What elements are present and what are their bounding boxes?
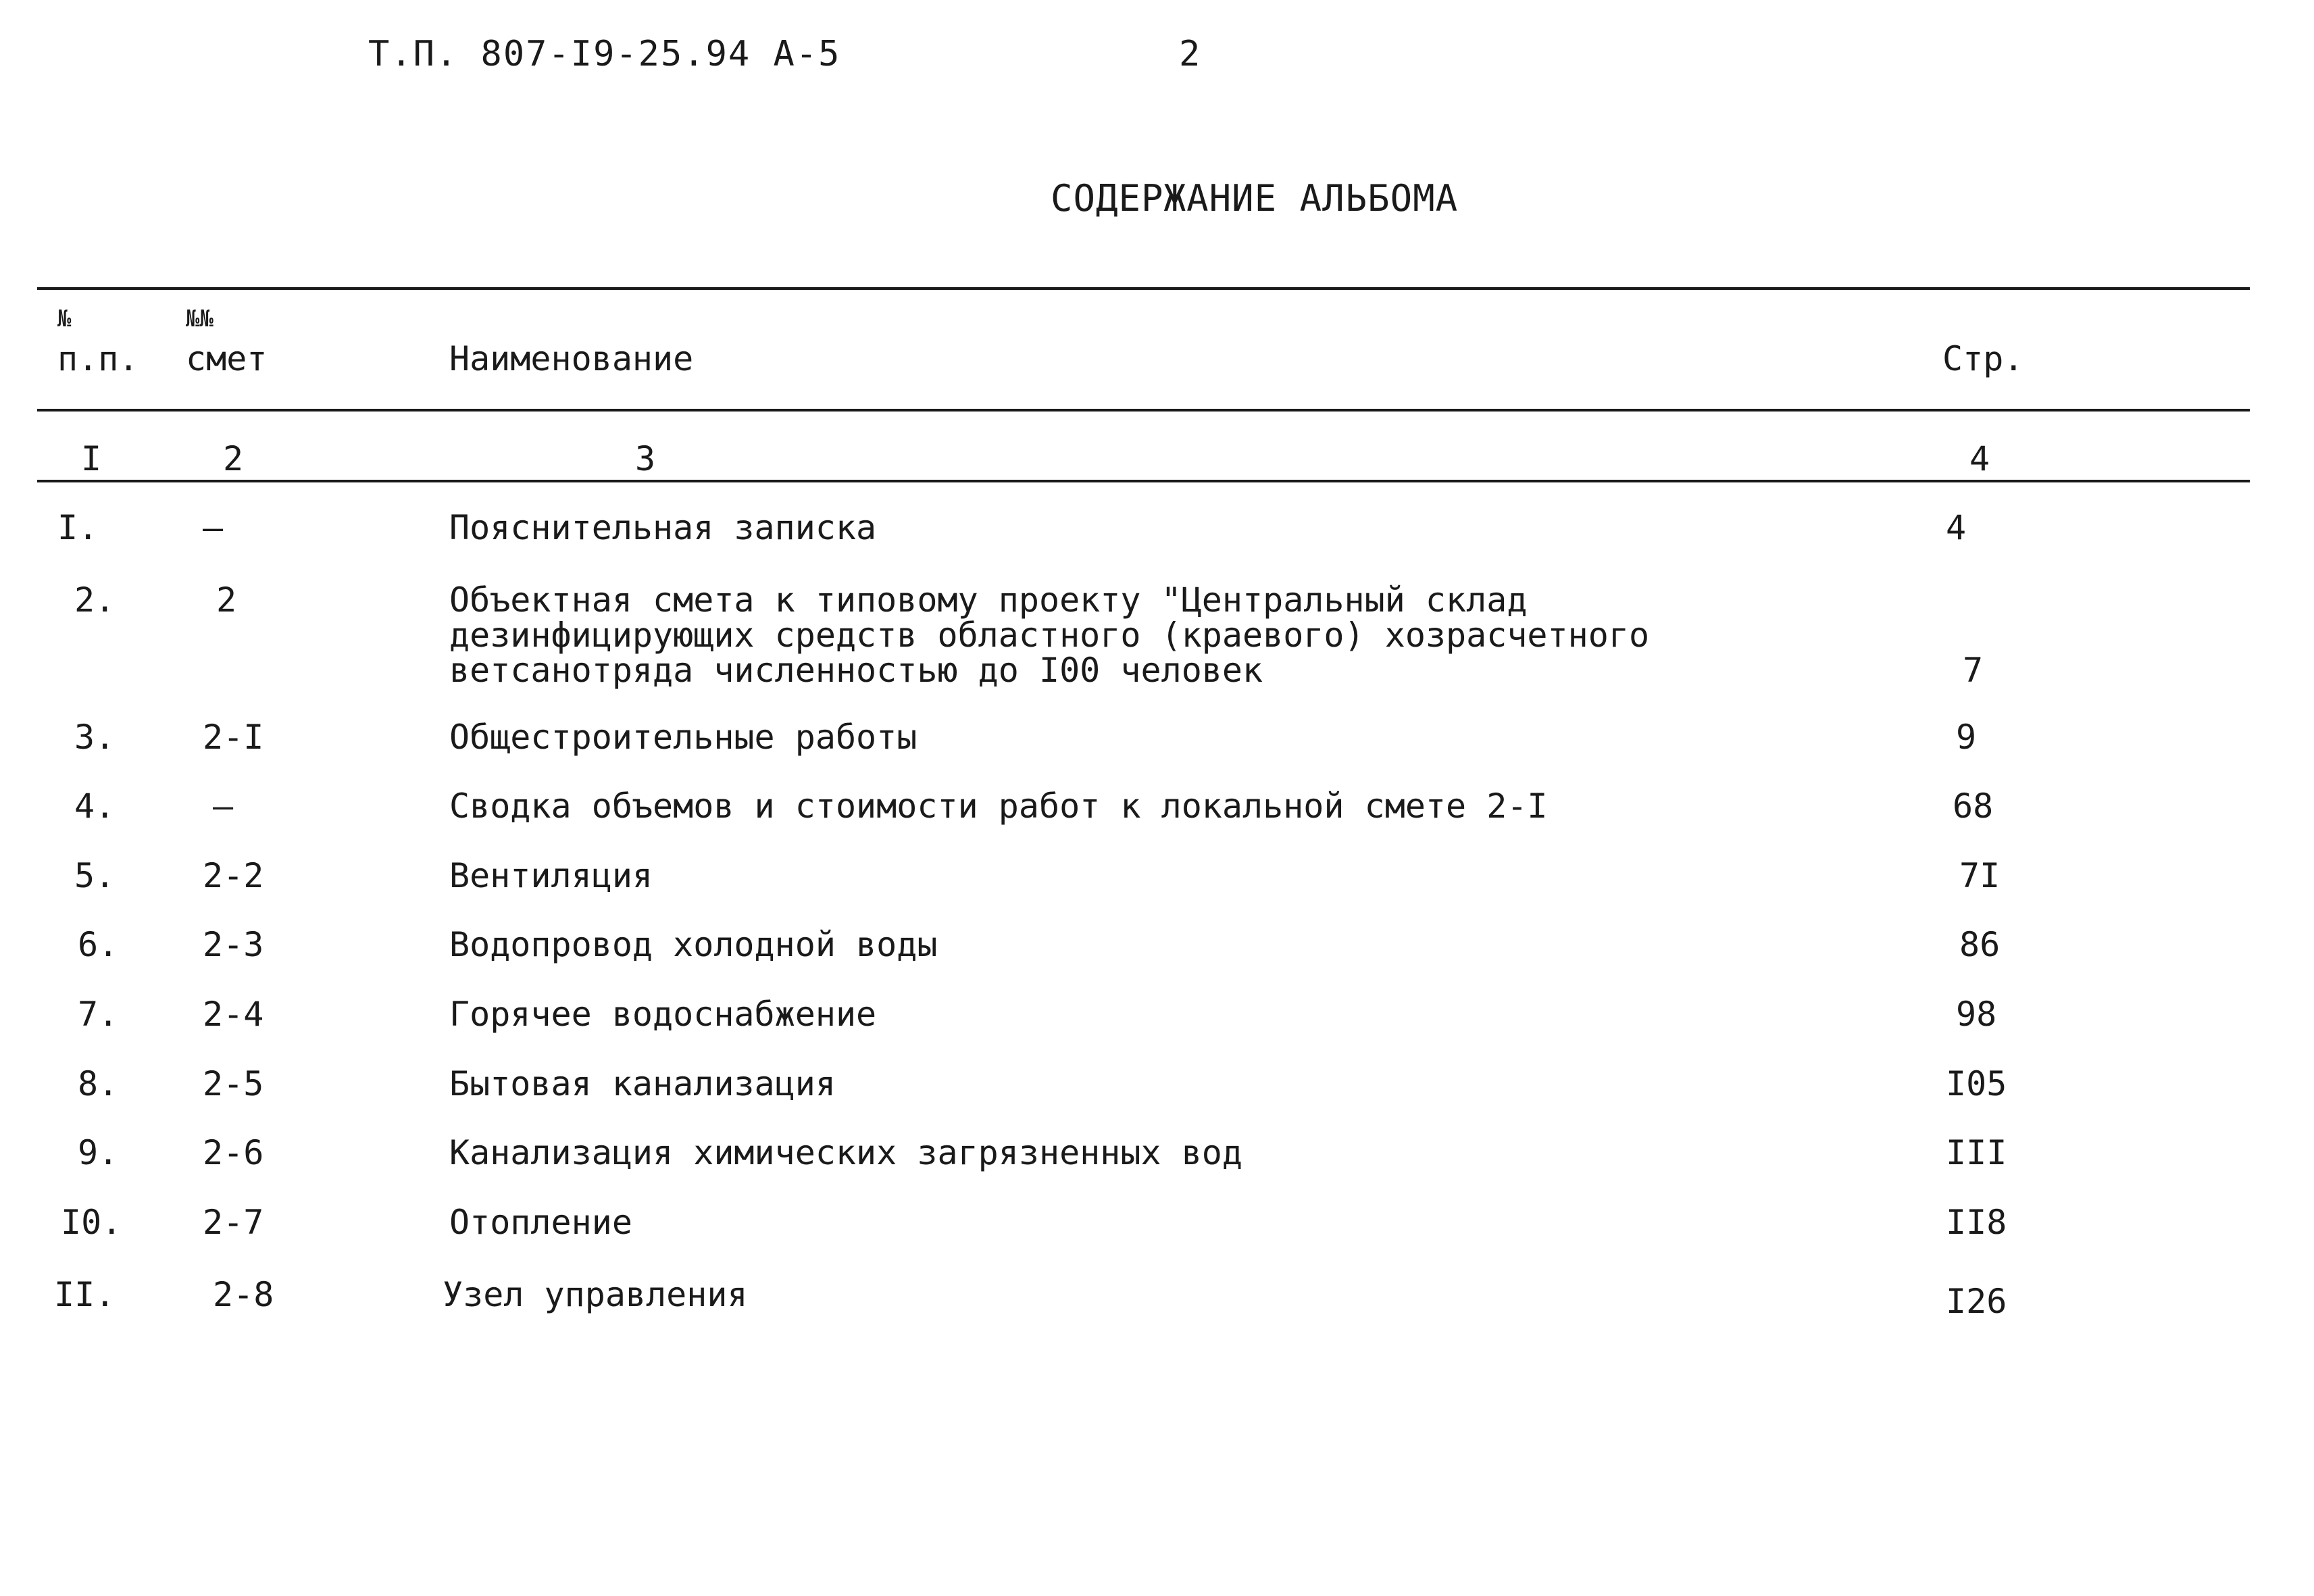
column-number-3: 3 bbox=[635, 439, 656, 478]
table-row bbox=[0, 1205, 2314, 1245]
page-title: СОДЕРЖАНИЕ АЛЬБОМА bbox=[1051, 177, 1459, 220]
row-name-line: ветсанотряда численностью до I00 человек bbox=[449, 651, 1263, 690]
row-number: 8. bbox=[78, 1064, 119, 1103]
row-smeta: 2-I bbox=[203, 718, 264, 757]
row-number: 7. bbox=[78, 995, 119, 1034]
document-code: Т.П. 807-I9-25.94 А-5 bbox=[368, 34, 841, 74]
row-name: Бытовая канализация bbox=[449, 1064, 836, 1103]
table-row bbox=[0, 858, 2314, 899]
table-row bbox=[0, 997, 2314, 1037]
row-number: II. bbox=[54, 1275, 116, 1314]
header-name-label: Наименование bbox=[449, 339, 694, 378]
row-name-line: Объектная смета к типовому проекту "Центральный склад bbox=[449, 580, 1528, 620]
header-num-sign: № bbox=[57, 305, 72, 332]
row-smeta: 2-8 bbox=[213, 1275, 274, 1314]
row-page: 86 bbox=[1959, 925, 2001, 964]
table-row bbox=[0, 1066, 2314, 1107]
row-page: 98 bbox=[1956, 995, 1997, 1034]
row-name bbox=[449, 582, 1649, 688]
row-name: Узел управления bbox=[443, 1275, 748, 1314]
row-smeta: 2-5 bbox=[203, 1064, 264, 1103]
row-number: 9. bbox=[78, 1133, 119, 1172]
table-row bbox=[0, 510, 2314, 551]
row-name: Горячее водоснабжение bbox=[449, 995, 877, 1034]
row-name: Сводка объемов и стоимости работ к локальной смете 2-I bbox=[449, 787, 1548, 826]
row-smeta: 2-7 bbox=[203, 1203, 264, 1242]
table-row bbox=[0, 927, 2314, 968]
table-row bbox=[0, 720, 2314, 760]
row-name: Вентиляция bbox=[449, 856, 653, 895]
header-smeta-sign: №№ bbox=[186, 305, 213, 332]
row-number: 2. bbox=[74, 580, 116, 620]
table-row bbox=[0, 1275, 2314, 1321]
row-name: Канализация химических загрязненных вод bbox=[449, 1133, 1242, 1172]
column-number-1: I bbox=[81, 439, 102, 478]
header-smeta-label: смет bbox=[186, 339, 268, 378]
page-number: 2 bbox=[1179, 34, 1202, 74]
row-page: 4 bbox=[1946, 508, 1967, 547]
row-number: I. bbox=[57, 508, 99, 547]
row-number: 4. bbox=[74, 787, 116, 826]
row-smeta: – bbox=[203, 508, 224, 547]
row-smeta: 2 bbox=[216, 580, 237, 620]
header-num-label: п.п. bbox=[57, 339, 139, 378]
row-page: I26 bbox=[1946, 1282, 2007, 1321]
header-bottom-rule bbox=[37, 409, 2250, 412]
row-name-line: дезинфицирующих средств областного (краевого) хозрасчетного bbox=[449, 616, 1650, 655]
row-page: 7I bbox=[1959, 856, 2001, 895]
row-name: Водопровод холодной воды bbox=[449, 925, 938, 964]
table-row bbox=[0, 789, 2314, 829]
row-smeta: 2-2 bbox=[203, 856, 264, 895]
column-numbers-rule bbox=[37, 480, 2250, 482]
row-name: Общестроительные работы bbox=[449, 718, 917, 757]
row-number: 5. bbox=[74, 856, 116, 895]
header-page-label: Стр. bbox=[1942, 339, 2024, 378]
row-page: I05 bbox=[1946, 1064, 2007, 1103]
table-row bbox=[0, 1135, 2314, 1176]
table-top-rule bbox=[37, 287, 2250, 290]
row-page: 9 bbox=[1956, 718, 1977, 757]
row-page: 68 bbox=[1953, 787, 1994, 826]
row-number: 3. bbox=[74, 718, 116, 757]
row-smeta: 2-3 bbox=[203, 925, 264, 964]
row-page: 7 bbox=[1963, 651, 1984, 690]
table-row bbox=[0, 582, 2314, 691]
row-smeta: 2-4 bbox=[203, 995, 264, 1034]
row-number: 6. bbox=[78, 925, 119, 964]
row-page: III bbox=[1946, 1133, 2007, 1172]
row-name: Пояснительная записка bbox=[449, 508, 877, 547]
column-number-4: 4 bbox=[1969, 439, 1990, 478]
row-name: Отопление bbox=[449, 1203, 632, 1242]
row-smeta: 2-6 bbox=[203, 1133, 264, 1172]
column-number-2: 2 bbox=[223, 439, 244, 478]
row-number: I0. bbox=[61, 1203, 122, 1242]
row-smeta: – bbox=[213, 787, 234, 826]
row-page: II8 bbox=[1946, 1203, 2007, 1242]
